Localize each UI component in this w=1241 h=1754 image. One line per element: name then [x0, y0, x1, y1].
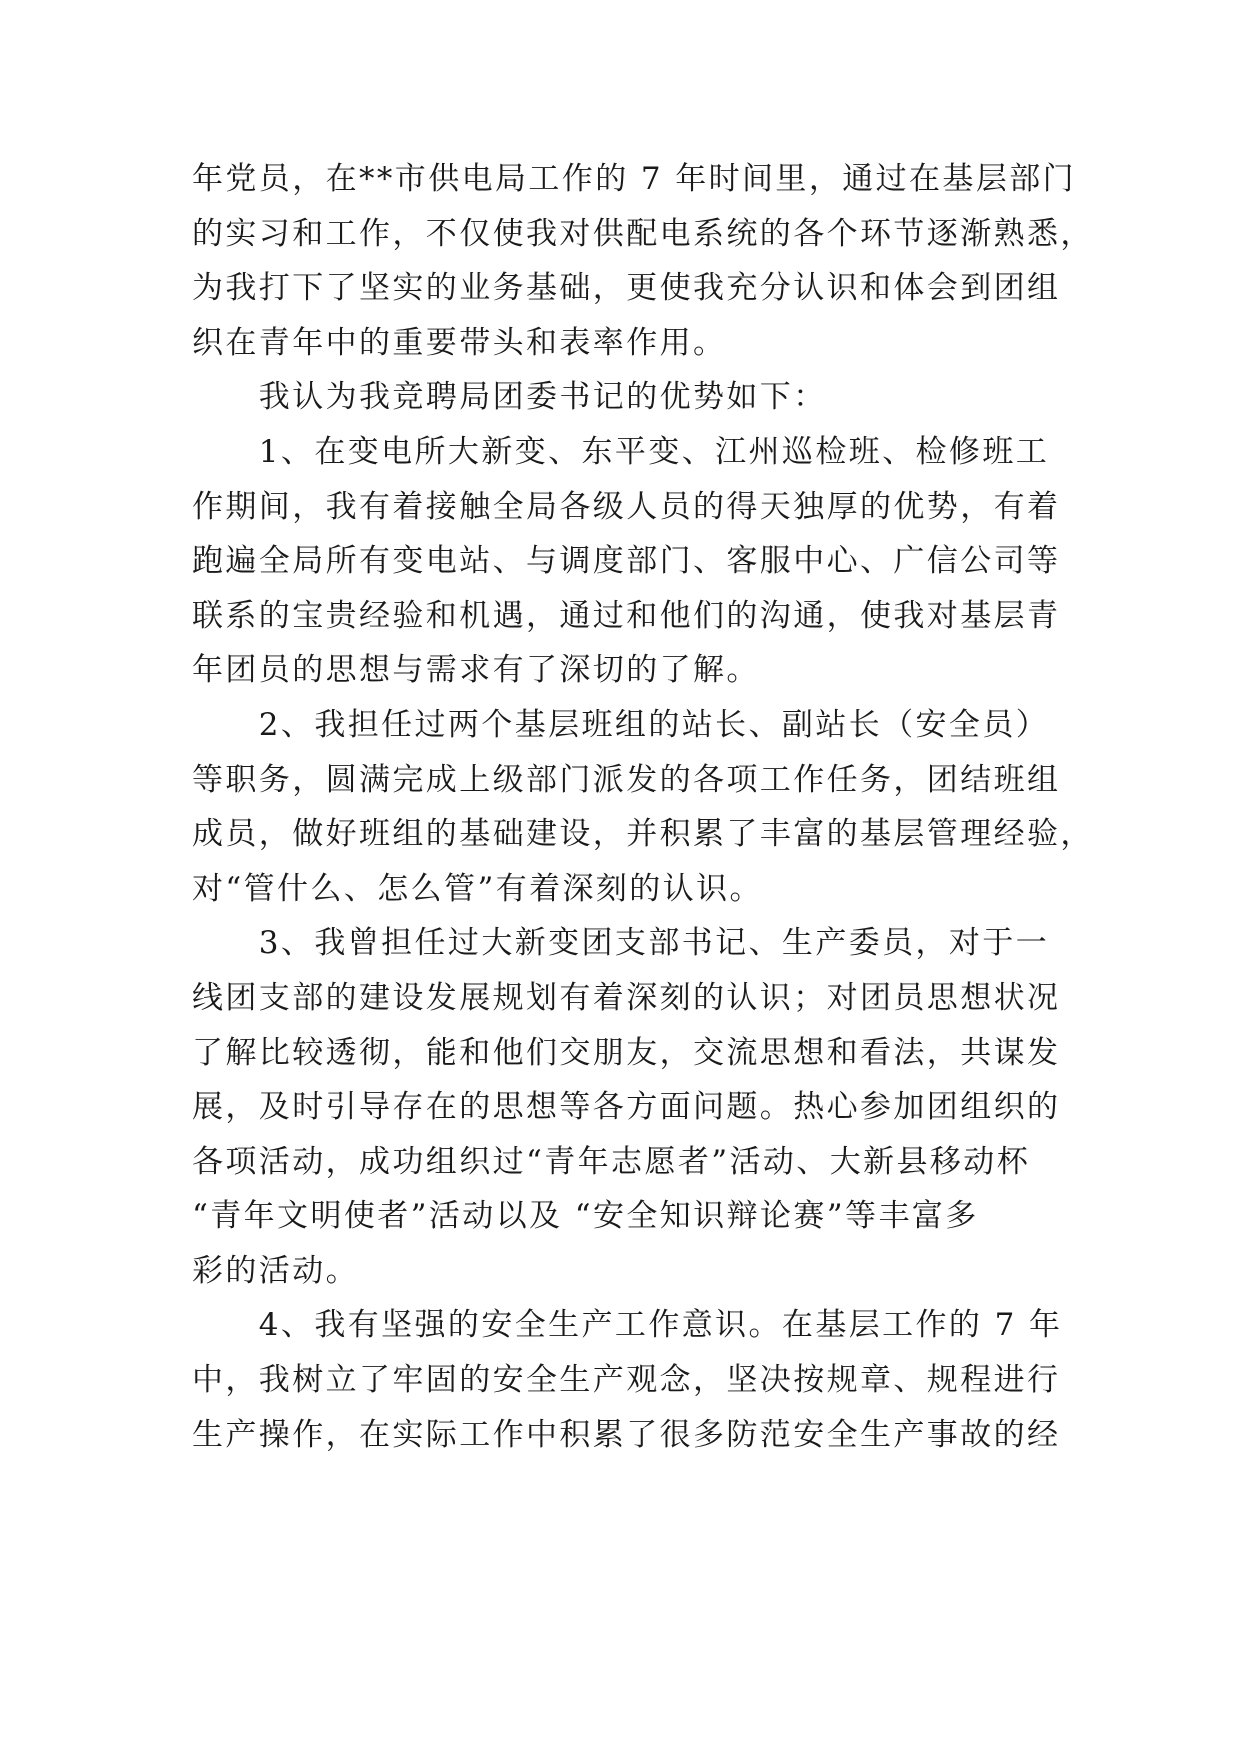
document-body — [192, 152, 1094, 1462]
text-line: “青年文明使者”活动以及 “安全知识辩论赛”等丰富多 — [192, 1198, 979, 1235]
text-line: 作期间，我有着接触全局各级人员的得天独厚的优势，有着 — [192, 488, 1061, 525]
paragraph-intro: 我认为我竞聘局团委书记的优势如下： — [192, 379, 827, 416]
text-line: 对“管什么、怎么管”有着深刻的认识。 — [192, 870, 763, 907]
text-line: 2、我担任过两个基层班组的站长、副站长（安全员） — [192, 706, 1050, 743]
text-line: 年团员的思想与需求有了深切的了解。 — [192, 652, 760, 689]
text-line: 跑遍全局所有变电站、与调度部门、客服中心、广信公司等 — [192, 543, 1061, 580]
text-line: 3、我曾担任过大新变团支部书记、生产委员，对于一 — [192, 925, 1050, 962]
text-line: 生产操作，在实际工作中积累了很多防范安全生产事故的经 — [192, 1416, 1061, 1453]
text-line: 为我打下了坚实的业务基础，更使我充分认识和体会到团组 — [192, 270, 1061, 307]
text-line: 联系的宝贵经验和机遇，通过和他们的沟通，使我对基层青 — [192, 597, 1061, 634]
text-line: 各项活动，成功组织过“青年志愿者”活动、大新县移动杯 — [192, 1143, 1031, 1180]
text-line: 的实习和工作，不仅使我对供配电系统的各个环节逐渐熟悉， — [192, 215, 1094, 252]
text-line: 成员，做好班组的基础建设，并积累了丰富的基层管理经验， — [192, 816, 1094, 853]
text-line: 展，及时引导存在的思想等各方面问题。热心参加团组织的 — [192, 1089, 1061, 1126]
text-line: 1、在变电所大新变、东平变、江州巡检班、检修班工 — [192, 433, 1050, 470]
text-line: 年党员，在**市供电局工作的 7 年时间里，通过在基层部门 — [192, 161, 1077, 197]
text-line: 等职务，圆满完成上级部门派发的各项工作任务，团结班组 — [192, 761, 1061, 798]
text-line: 中，我树立了牢固的安全生产观念，坚决按规章、规程进行 — [192, 1362, 1061, 1399]
text-line: 4、我有坚强的安全生产工作意识。在基层工作的 7 年 — [192, 1307, 1063, 1344]
text-line: 线团支部的建设发展规划有着深刻的认识；对团员思想状况 — [192, 979, 1061, 1016]
text-line: 彩的活动。 — [192, 1252, 359, 1289]
text-line: 织在青年中的重要带头和表率作用。 — [192, 324, 727, 361]
text-line: 了解比较透彻，能和他们交朋友，交流思想和看法，共谋发 — [192, 1034, 1061, 1071]
